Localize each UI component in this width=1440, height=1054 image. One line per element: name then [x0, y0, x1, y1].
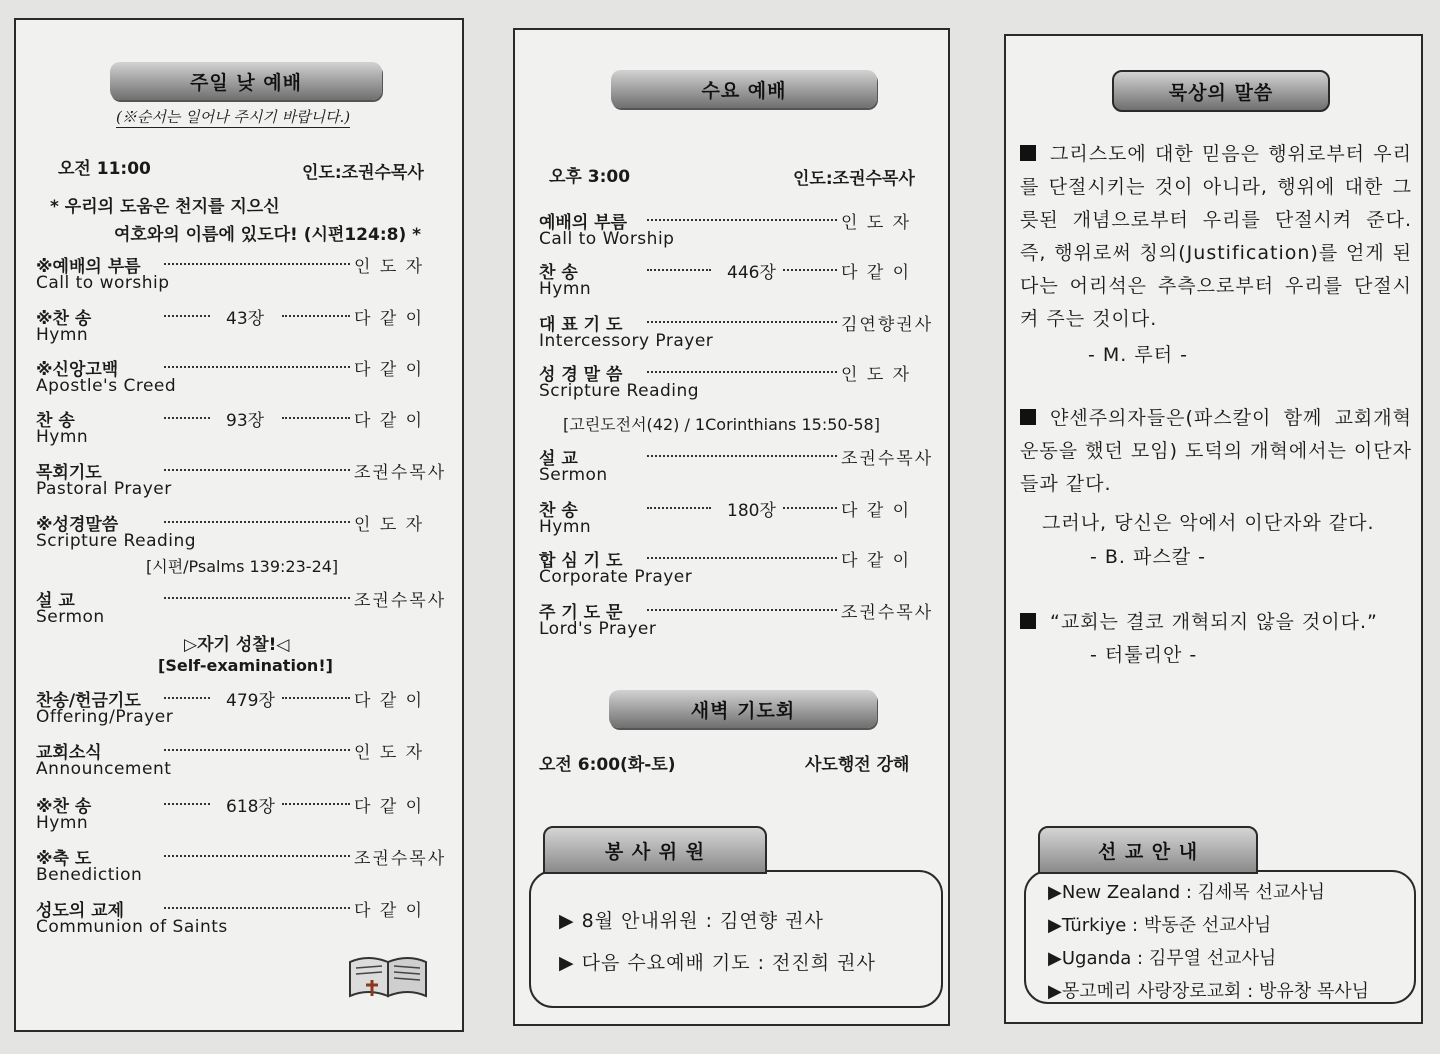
mission-title: 선 교 안 내: [1038, 826, 1258, 874]
leader-dots: [647, 371, 837, 373]
pascal-quote-line2: 그러나, 당신은 악에서 이단자와 같다.: [1042, 512, 1375, 534]
wednesday-service-title: 수요 예배: [611, 70, 877, 108]
order-item: [16, 844, 462, 890]
leader-dots: [647, 455, 837, 457]
order-item-person: 인 도 자: [354, 515, 425, 535]
order-item-title-ko: 주 기 도 문: [539, 603, 623, 623]
order-item-title-en: Benediction: [36, 865, 143, 885]
self-examination-ko: ▷자기 성찰!◁: [184, 635, 290, 655]
order-item: [515, 546, 948, 592]
order-item-title-ko: 찬송/헌금기도: [36, 691, 141, 711]
leader-dots: [164, 366, 350, 368]
leader-dots: [164, 597, 350, 599]
order-item-title-en: Sermon: [36, 607, 105, 627]
service-committee-item: ▶ 다음 수요예배 기도 : 전진희 권사: [559, 952, 876, 974]
service-committee-item: ▶ 8월 안내위원 : 김연향 권사: [559, 910, 824, 932]
luther-author: - M. 루터 -: [1088, 344, 1188, 366]
leader-dots: [164, 315, 210, 317]
order-item-person: 다 같 이: [354, 309, 425, 329]
sunday-scripture-reference: [시편/Psalms 139:23-24]: [146, 557, 339, 576]
leader-dots: [164, 803, 210, 805]
leader-dots: [783, 269, 837, 271]
order-item-title-ko: ※성경말씀: [36, 515, 119, 535]
standing-note: (※순서는 일어나 주시기 바랍니다.): [116, 108, 351, 126]
sunday-service-panel: [14, 18, 464, 1032]
order-item: [16, 738, 462, 784]
leader-dots: [282, 803, 350, 805]
order-item-title-ko: 대 표 기 도: [539, 315, 623, 335]
leader-dots: [647, 507, 711, 509]
sunday-service-title: 주일 낮 예배: [110, 62, 382, 100]
dawn-prayer-content: 사도행전 강해: [805, 755, 910, 775]
order-item-title-en: Hymn: [539, 517, 592, 537]
leader-dots: [164, 749, 350, 751]
order-item-title-en: Hymn: [36, 325, 89, 345]
order-item-title-ko: 설 교: [36, 591, 75, 611]
pascal-quote: 얀센주의자들은(파스칼이 함께 교회개혁 운동을 했던 모임) 도덕의 개혁에서는 이단자들과 같다.: [1020, 407, 1412, 495]
order-item-title-ko: 성 경 말 씀: [539, 365, 623, 385]
pascal-author: - B. 파스칼 -: [1090, 546, 1206, 568]
hymn-number: 93장: [226, 411, 265, 431]
self-examination-en: [Self-examination!]: [158, 656, 333, 675]
order-item-title-en: Sermon: [539, 465, 608, 485]
order-item-person: 다 같 이: [841, 263, 912, 283]
order-item-title-en: Announcement: [36, 759, 172, 779]
bullet-square-icon: [1020, 613, 1036, 629]
order-item-title-ko: ※찬 송: [36, 309, 92, 329]
wednesday-service-panel: [513, 28, 950, 1026]
dawn-prayer-time: 오전 6:00(화-토): [539, 755, 676, 775]
order-item: [16, 458, 462, 504]
order-item-title-ko: ※예배의 부름: [36, 257, 141, 277]
leader-dots: [647, 609, 837, 611]
mission-item: ▶몽고메리 사랑장로교회 : 방유창 목사님: [1048, 981, 1370, 1002]
order-item: [515, 258, 948, 304]
order-item-title-ko: 합 심 기 도: [539, 551, 623, 571]
bullet-square-icon: [1020, 409, 1036, 425]
order-item-title-en: Call to worship: [36, 273, 170, 293]
order-item-person: 다 같 이: [354, 797, 425, 817]
order-item-title-en: Offering/Prayer: [36, 707, 174, 727]
order-item-title-ko: 목회기도: [36, 463, 102, 483]
order-item-person: 조권수목사: [841, 449, 934, 469]
order-item-title-en: Intercessory Prayer: [539, 331, 714, 351]
order-item: [515, 598, 948, 644]
tertullian-quote: “교회는 결코 개혁되지 않을 것이다.”: [1020, 606, 1412, 639]
leader-dots: [164, 855, 350, 857]
mission-item: ▶Uganda : 김무열 선교사님: [1048, 948, 1277, 969]
order-item-title-en: Apostle's Creed: [36, 376, 177, 396]
order-item-title-ko: ※찬 송: [36, 797, 92, 817]
leader-dots: [647, 269, 711, 271]
order-item-person: 인 도 자: [354, 743, 425, 763]
order-item-title-en: Hymn: [36, 813, 89, 833]
order-item-person: 조권수목사: [841, 603, 934, 623]
tertullian-author: - 터툴리안 -: [1090, 644, 1198, 666]
order-item-title-ko: 교회소식: [36, 743, 102, 763]
order-item-person: 인 도 자: [841, 213, 912, 233]
order-item-title-ko: 찬 송: [539, 501, 578, 521]
service-committee-box: [529, 870, 943, 1008]
leader-dots: [282, 697, 350, 699]
order-item-title-ko: ※신앙고백: [36, 360, 119, 380]
order-item: [16, 686, 462, 732]
hymn-number: 618장: [226, 797, 275, 817]
order-item-person: 김연향권사: [841, 315, 934, 335]
leader-dots: [164, 521, 350, 523]
leader-dots: [164, 907, 350, 909]
leader-dots: [164, 263, 350, 265]
hymn-number: 446장: [727, 263, 776, 283]
order-item: [16, 586, 462, 632]
leader-dots: [282, 315, 350, 317]
order-item: [16, 792, 462, 838]
bible-book-icon: [346, 952, 430, 1002]
order-item: [16, 510, 462, 556]
order-item-title-ko: 설 교: [539, 449, 578, 469]
order-item-person: 다 같 이: [354, 411, 425, 431]
luther-quote: 그리스도에 대한 믿음은 행위로부터 우리를 단절시키는 것이 아니라, 행위에 대한 그릇된 개념으로부터 우리를 단절시켜 준다. 즉, 행위로써 칭의(Justification)를 얻게 된다는 어리석은 추측으로부터 우리를 단절시켜 주는 것이다.: [1020, 143, 1412, 330]
order-item-person: 인 도 자: [841, 365, 912, 385]
order-item-title-ko: ※축 도: [36, 849, 92, 869]
order-item-title-en: Communion of Saints: [36, 917, 228, 937]
meditation-title: 묵상의 말씀: [1112, 70, 1330, 112]
mission-item: ▶Türkiye : 박동준 선교사님: [1048, 915, 1272, 936]
order-item-title-ko: 성도의 교제: [36, 901, 125, 921]
order-item-title-en: Scripture Reading: [539, 381, 700, 401]
order-item: [16, 252, 462, 298]
order-item-person: 다 같 이: [841, 501, 912, 521]
order-item-person: 조권수목사: [354, 849, 447, 869]
mission-item: ▶New Zealand : 김세목 선교사님: [1048, 882, 1326, 903]
order-item-person: 다 같 이: [354, 691, 425, 711]
order-item: [515, 360, 948, 406]
verse-line-2: 여호와의 이름에 있도다! (시편124:8) *: [114, 225, 422, 245]
order-item-title-en: Pastoral Prayer: [36, 479, 172, 499]
order-item: [515, 444, 948, 490]
order-item-title-ko: 찬 송: [36, 411, 75, 431]
order-item-title-en: Corporate Prayer: [539, 567, 693, 587]
order-item-person: 다 같 이: [354, 360, 425, 380]
order-item-person: 조권수목사: [354, 591, 447, 611]
order-item-title-en: Hymn: [36, 427, 89, 447]
order-item: [515, 496, 948, 542]
wednesday-scripture-reference: [고린도전서(42) / 1Corinthians 15:50-58]: [563, 415, 880, 434]
order-item-title-en: Lord's Prayer: [539, 619, 657, 639]
dawn-prayer-title: 새벽 기도회: [609, 690, 877, 728]
order-item-title-en: Call to Worship: [539, 229, 675, 249]
meditation-panel: [1004, 34, 1423, 1024]
leader-dots: [164, 469, 350, 471]
order-item: [16, 896, 462, 942]
order-item-title-ko: 예배의 부름: [539, 213, 628, 233]
hymn-number: 43장: [226, 309, 265, 329]
service-committee-title: 봉 사 위 원: [543, 826, 767, 874]
order-item: [16, 304, 462, 350]
leader-dots: [647, 219, 837, 221]
wednesday-time: 오후 3:00: [549, 167, 631, 187]
order-item-title-en: Hymn: [539, 279, 592, 299]
order-item-person: 인 도 자: [354, 257, 425, 277]
order-item: [515, 310, 948, 356]
mission-box: [1024, 870, 1416, 1004]
verse-line-1: * 우리의 도움은 천지를 지으신: [50, 197, 280, 217]
order-item-title-en: Scripture Reading: [36, 531, 197, 551]
order-item: [16, 355, 462, 401]
leader-dots: [164, 417, 210, 419]
hymn-number: 479장: [226, 691, 275, 711]
bullet-square-icon: [1020, 145, 1036, 161]
order-item-person: 다 같 이: [841, 551, 912, 571]
order-item: [16, 406, 462, 452]
order-item: [515, 208, 948, 254]
sunday-leader: 인도:조권수목사: [302, 163, 424, 183]
leader-dots: [783, 507, 837, 509]
leader-dots: [282, 417, 350, 419]
wednesday-leader: 인도:조권수목사: [793, 169, 915, 189]
order-item-person: 다 같 이: [354, 901, 425, 921]
order-item-title-ko: 찬 송: [539, 263, 578, 283]
leader-dots: [647, 557, 837, 559]
order-item-person: 조권수목사: [354, 463, 447, 483]
leader-dots: [647, 321, 837, 323]
sunday-time: 오전 11:00: [58, 159, 151, 179]
hymn-number: 180장: [727, 501, 776, 521]
leader-dots: [164, 697, 210, 699]
